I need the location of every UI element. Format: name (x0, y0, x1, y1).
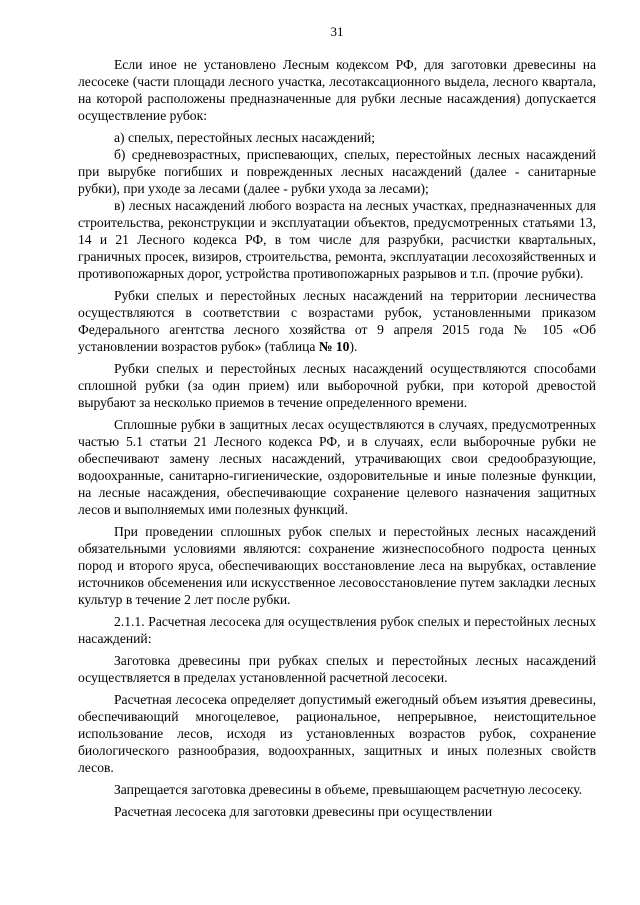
document-body (78, 56, 596, 820)
section-heading-2-1-1: 2.1.1. Расчетная лесосека для осуществления рубок спелых и перестойных лесных насаждений: (78, 614, 596, 646)
table-reference-close: ). (349, 339, 358, 354)
cutting-ages-text: Рубки спелых и перестойных лесных насаждений на территории лесничества осуществляются в соответствии с возрастами рубок, установленными приказом Федерального агентства лесного хозяйства от 9 апреля 2015 года № 105 «Об установлении возрастов рубок» (таблица (78, 288, 596, 354)
paragraph-harvesting: Заготовка древесины при рубках спелых и перестойных лесных насаждений осуществляется в пределах установленной расчетной лесосеки. (78, 653, 596, 685)
paragraph-clear-cutting: Сплошные рубки в защитных лесах осуществляются в случаях, предусмотренных частью 5.1 статьи 21 Лесного кодекса РФ, и в случаях, если выборочные рубки не обеспечивают замену лесных насаждений, утрачивающих свои средообразующие, водоохранные, санитарно-гигиенические, оздоровительные и иные полезные функции, на лесные насаждения, обеспечивающие сохранение целевого назначения защитных лесов и выполняемых ими полезных функций. (78, 417, 596, 517)
paragraph-cutting-methods: Рубки спелых и перестойных лесных насаждений осуществляются способами сплошной рубки (за один прием) или выборочной рубки, при которой древостой вырубают за несколько приемов в течение определенного времени. (78, 361, 596, 410)
list-item-b: б) средневозрастных, приспевающих, спелых, перестойных лесных насаждений при вырубке погибших и поврежденных лесных насаждений (далее - санитарные рубки), при уходе за лесами (далее - рубки ухода за лесами); (78, 147, 596, 196)
paragraph-intro: Если иное не установлено Лесным кодексом РФ, для заготовки древесины на лесосеке (части площади лесного участка, лесотаксационного выдела, лесного квартала, на которой расположены предназначенные для рубки лесные насаждения) допускается осуществление рубок: (78, 57, 596, 123)
paragraph-allowable-cut: Расчетная лесосека определяет допустимый ежегодный объем изъятия древесины, обеспечивающий многоцелевое, рациональное, непрерывное, неистощительное использование лесов, исходя из установленных возрастов рубок, сохранение биологического разнообразия, водоохранных, защитных и иных полезных свойств лесов. (78, 692, 596, 775)
table-reference: № 10 (318, 339, 350, 354)
paragraph-cutting-ages (78, 287, 596, 355)
page-number: 31 (330, 24, 344, 39)
paragraph-continued: Расчетная лесосека для заготовки древесины при осуществлении (114, 804, 493, 819)
list-item-a: а) спелых, перестойных лесных насаждений; (114, 130, 376, 145)
paragraph-prohibition: Запрещается заготовка древесины в объеме, превышающем расчетную лесосеку. (114, 782, 583, 797)
paragraph-conditions: При проведении сплошных рубок спелых и перестойных лесных насаждений обязательными условиями являются: сохранение жизнеспособного подроста ценных пород и второго яруса, обеспечивающих восстановление леса на вырубках, оставление источников обсеменения или искусственное лесовосстановление путем закладки лесных культур в течение 2 лет после рубки. (78, 524, 596, 607)
list-item-c: в) лесных насаждений любого возраста на лесных участках, предназначенных для строительства, реконструкции и эксплуатации объектов, предусмотренных статьями 13, 14 и 21 Лесного кодекса РФ, в том числе для разрубки, расчистки квартальных, граничных просек, визиров, строительства, ремонта, эксплуатации лесохозяйственных и противопожарных дорог, устройства противопожарных разрывов и т.п. (прочие рубки). (78, 198, 596, 281)
